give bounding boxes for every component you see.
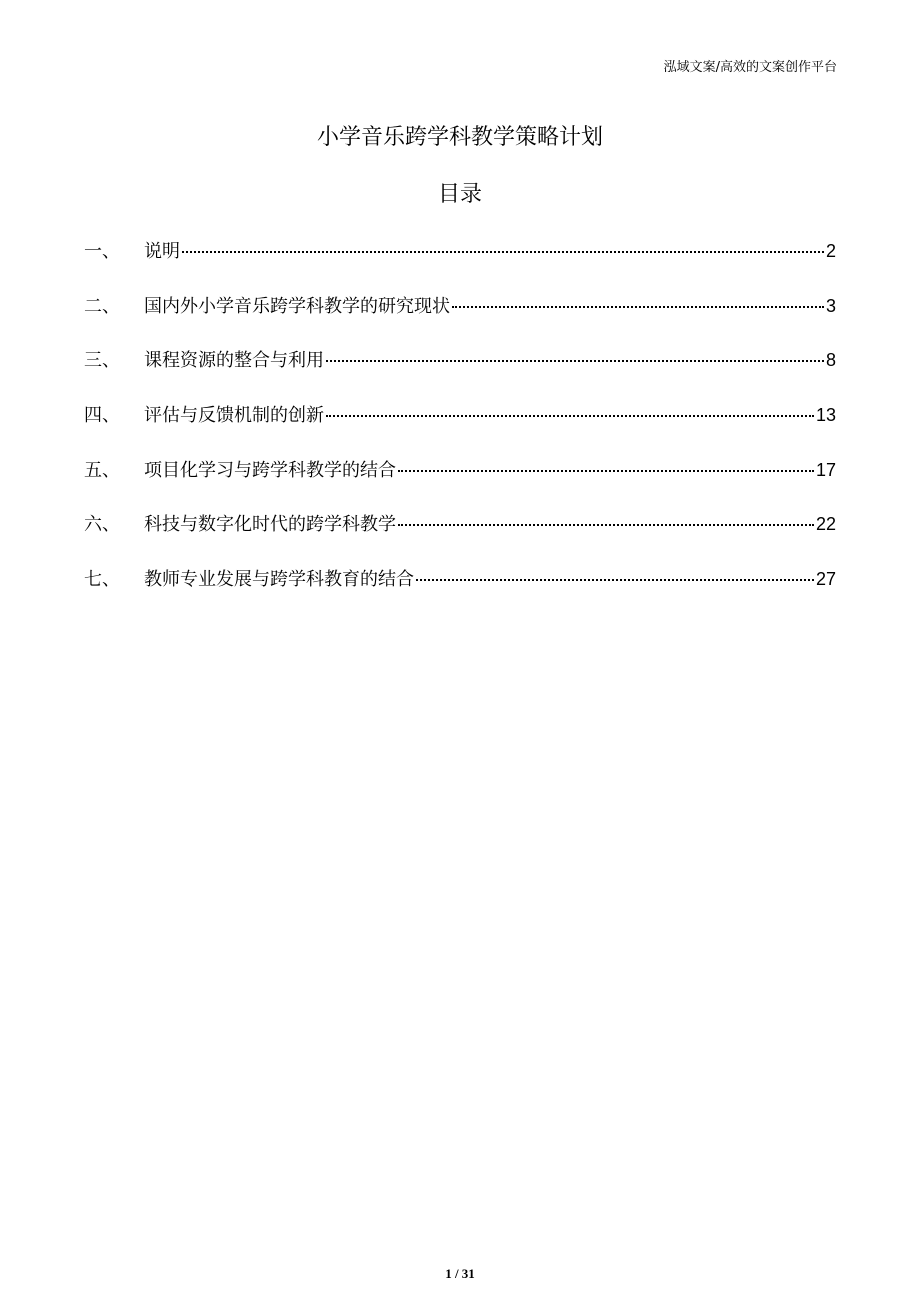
toc-entry-1[interactable] xyxy=(84,233,836,269)
toc-entry-label: 说明 xyxy=(144,241,180,262)
toc-dot-leader xyxy=(326,415,814,417)
page-number-footer: 1 / 31 xyxy=(445,1266,475,1281)
toc-dot-leader xyxy=(182,251,824,253)
toc-entry-page: 17 xyxy=(815,459,836,480)
toc-entry-number: 二、 xyxy=(84,295,120,317)
toc-heading: 目录 xyxy=(437,182,482,207)
toc-entry-page: 2 xyxy=(825,241,836,261)
toc-entry-3[interactable] xyxy=(84,342,836,378)
toc-entry-label: 评估与反馈机制的创新 xyxy=(144,405,324,427)
toc-entry-label: 国内外小学音乐跨学科教学的研究现状 xyxy=(144,295,450,317)
toc-entry-page: 27 xyxy=(815,569,836,590)
toc-entry-number: 一、 xyxy=(84,241,120,262)
table-of-contents xyxy=(84,233,836,616)
toc-entry-label: 项目化学习与跨学科教学的结合 xyxy=(144,459,396,481)
document-title: 小学音乐跨学科教学策略计划 xyxy=(316,125,603,150)
toc-entry-5[interactable] xyxy=(84,452,836,488)
toc-entry-6[interactable] xyxy=(84,506,836,542)
toc-entry-label: 教师专业发展与跨学科教育的结合 xyxy=(144,569,414,591)
toc-entry-page: 8 xyxy=(825,350,836,371)
toc-entry-number: 三、 xyxy=(84,350,120,372)
toc-dot-leader xyxy=(398,524,814,526)
toc-entry-7[interactable] xyxy=(84,561,836,597)
toc-dot-leader xyxy=(398,470,814,472)
toc-entry-number: 七、 xyxy=(84,569,120,591)
toc-entry-number: 五、 xyxy=(84,459,120,481)
toc-entry-4[interactable] xyxy=(84,397,836,433)
toc-entry-number: 六、 xyxy=(84,514,120,536)
toc-dot-leader xyxy=(452,306,824,308)
page-header-text: 泓域文案/高效的文案创作平台 xyxy=(663,60,837,75)
toc-entry-page: 3 xyxy=(825,295,836,316)
toc-entry-page: 22 xyxy=(815,514,836,535)
toc-entry-page: 13 xyxy=(815,405,836,426)
toc-dot-leader xyxy=(326,360,824,362)
toc-entry-number: 四、 xyxy=(84,405,120,427)
toc-entry-label: 科技与数字化时代的跨学科教学 xyxy=(144,514,396,536)
toc-entry-2[interactable] xyxy=(84,288,836,324)
toc-dot-leader xyxy=(416,579,814,581)
toc-entry-label: 课程资源的整合与利用 xyxy=(144,350,324,372)
